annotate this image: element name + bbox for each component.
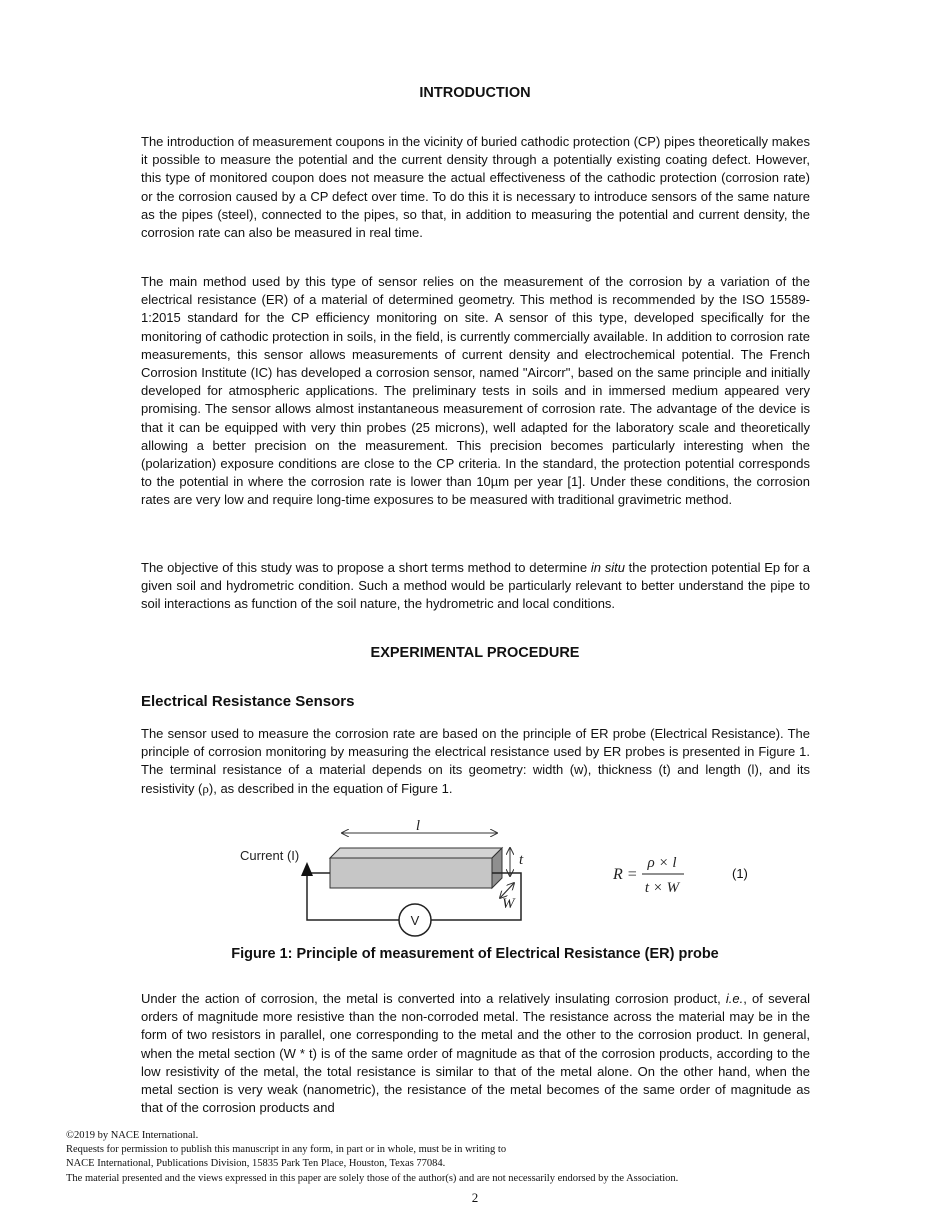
section-heading-experimental: EXPERIMENTAL PROCEDURE — [370, 645, 580, 661]
probe-bar-top — [330, 848, 502, 858]
length-label: l — [415, 818, 421, 834]
section-heading-introduction: INTRODUCTION — [419, 85, 531, 101]
voltmeter-label: V — [410, 913, 420, 928]
equation-denominator: t × W — [644, 880, 680, 896]
footer-address: NACE International, Publications Division, 15835 Park Ten Place, Houston, Texas 77084. — [66, 1158, 446, 1170]
text-run: ), as described in the equation of Figure 1. — [208, 780, 453, 796]
current-arrow-icon — [301, 862, 313, 876]
paragraph-er-1 — [141, 725, 810, 798]
equation-lhs: R = — [613, 866, 638, 883]
paragraph-intro-2: The main method used by this type of sensor relies on the measurement of the corrosion by a variation of the electrical resistance (ER) of a material of determined geometry. This method is recommended by the ISO 15589-1:2015 standard for the CP efficiency monitoring on site. A sensor of this type, developed specifically for the monitoring of cathodic protection in soils, in the field, is currently commercially available. In addition to corrosion rate measurements, this sensor allows measurements of current density and electrochemical potential. The French Corrosion Institute (IC) has developed a corrosion sensor, named "Aircorr", based on the same principle and initially developed for atmospheric applications. The preliminary tests in soils and in immersed medium appeared very promising. The sensor allows almost instantaneous measurement of corrosion rate. The advantage of the device is that it can be equipped with very thin probes (25 microns), well adapted for the laboratory scale and theoretically allowing a better precision on the measurement. This precision becomes particularly interesting when the (polarization) exposure conditions are close to the CP criteria. In the standard, the protection potential corresponds to the potential in where the corrosion rate is lower than 10µm per year [1]. Under these conditions, the corrosion rates are very low and require long-time exposures to be measured with traditional gravimetric method. — [141, 274, 810, 508]
current-label: Current (I) — [240, 848, 300, 863]
text-run: The sensor used to measure the corrosion rate are based on the principle of ER probe (Electrical Resistance). The principle of corrosion monitoring by measuring the electrical resistance used by ER probes is presented in Figure 1. The terminal resistance of a material depends on its geometry: width (w), thickness (t) and length (l), and its resistivity ( — [141, 726, 810, 796]
text-run: the protection potential Ep for a given soil and hydrometric condition. Such a method would be particularly relevant to better understand the pipe to soil interactions as function of the soil nature, the hydrometric and local conditions. — [141, 560, 810, 612]
footer — [66, 1129, 678, 1186]
paragraph-er-2 — [141, 990, 810, 1117]
rho-symbol: ρ — [202, 780, 209, 796]
figure-er-probe — [230, 812, 710, 937]
probe-bar-front — [330, 858, 492, 888]
width-label: W — [502, 896, 515, 912]
figure-caption: Figure 1: Principle of measurement of Electrical Resistance (ER) probe — [231, 946, 719, 962]
equation-numerator: ρ × l — [647, 855, 677, 871]
paragraph-intro-3 — [141, 559, 810, 614]
emphasis-ie: i.e. — [725, 991, 744, 1006]
footer-permissions: Requests for permission to publish this manuscript in any form, in part or in whole, must be in writing to — [66, 1144, 507, 1156]
footer-disclaimer: The material presented and the views expressed in this paper are solely those of the author(s) and are not necessarily endorsed by the Association. — [66, 1172, 679, 1184]
page-number: 2 — [471, 1190, 479, 1205]
footer-copyright: ©2019 by NACE International. — [66, 1130, 199, 1141]
emphasis-in-situ: in situ — [590, 560, 625, 575]
text-run: , of several orders of magnitude more resistive than the non-corroded metal. The resistance across the material may be in the form of two resistors in parallel, one corresponding to the metal and the other to the corrosion product. In general, when the metal section (W * t) is of the same order of magnitude as that of the corrosion products, according to the low resistivity of the metal, the total resistance is similar to that of the metal alone. On the other hand, when the metal section is very weak (nanometric), the resistance of the metal becomes of the same order of magnitude as that of the corrosion products and — [141, 991, 810, 1116]
text-run: The objective of this study was to propose a short terms method to determine — [141, 560, 591, 575]
paragraph-intro-1: The introduction of measurement coupons in the vicinity of buried cathodic protection (CP) pipes theoretically makes it possible to measure the potential and the current density through a potentially existing coating defect. However, this type of monitored coupon does not measure the actual effectiveness of the cathodic protection (corrosion rate) or the corrosion caused by a CP defect over time. To do this it is necessary to introduce sensors of the same nature as the pipes (steel), connected to the pipes, so that, in addition to measuring the potential and current density, the corrosion rate can also be measured in real time. — [141, 134, 810, 241]
text-run: Under the action of corrosion, the metal is converted into a relatively insulating corrosion product, — [141, 991, 726, 1006]
thickness-label: t — [519, 852, 524, 868]
subsection-heading-er-sensors: Electrical Resistance Sensors — [141, 693, 355, 710]
equation-number: (1) — [732, 866, 748, 881]
